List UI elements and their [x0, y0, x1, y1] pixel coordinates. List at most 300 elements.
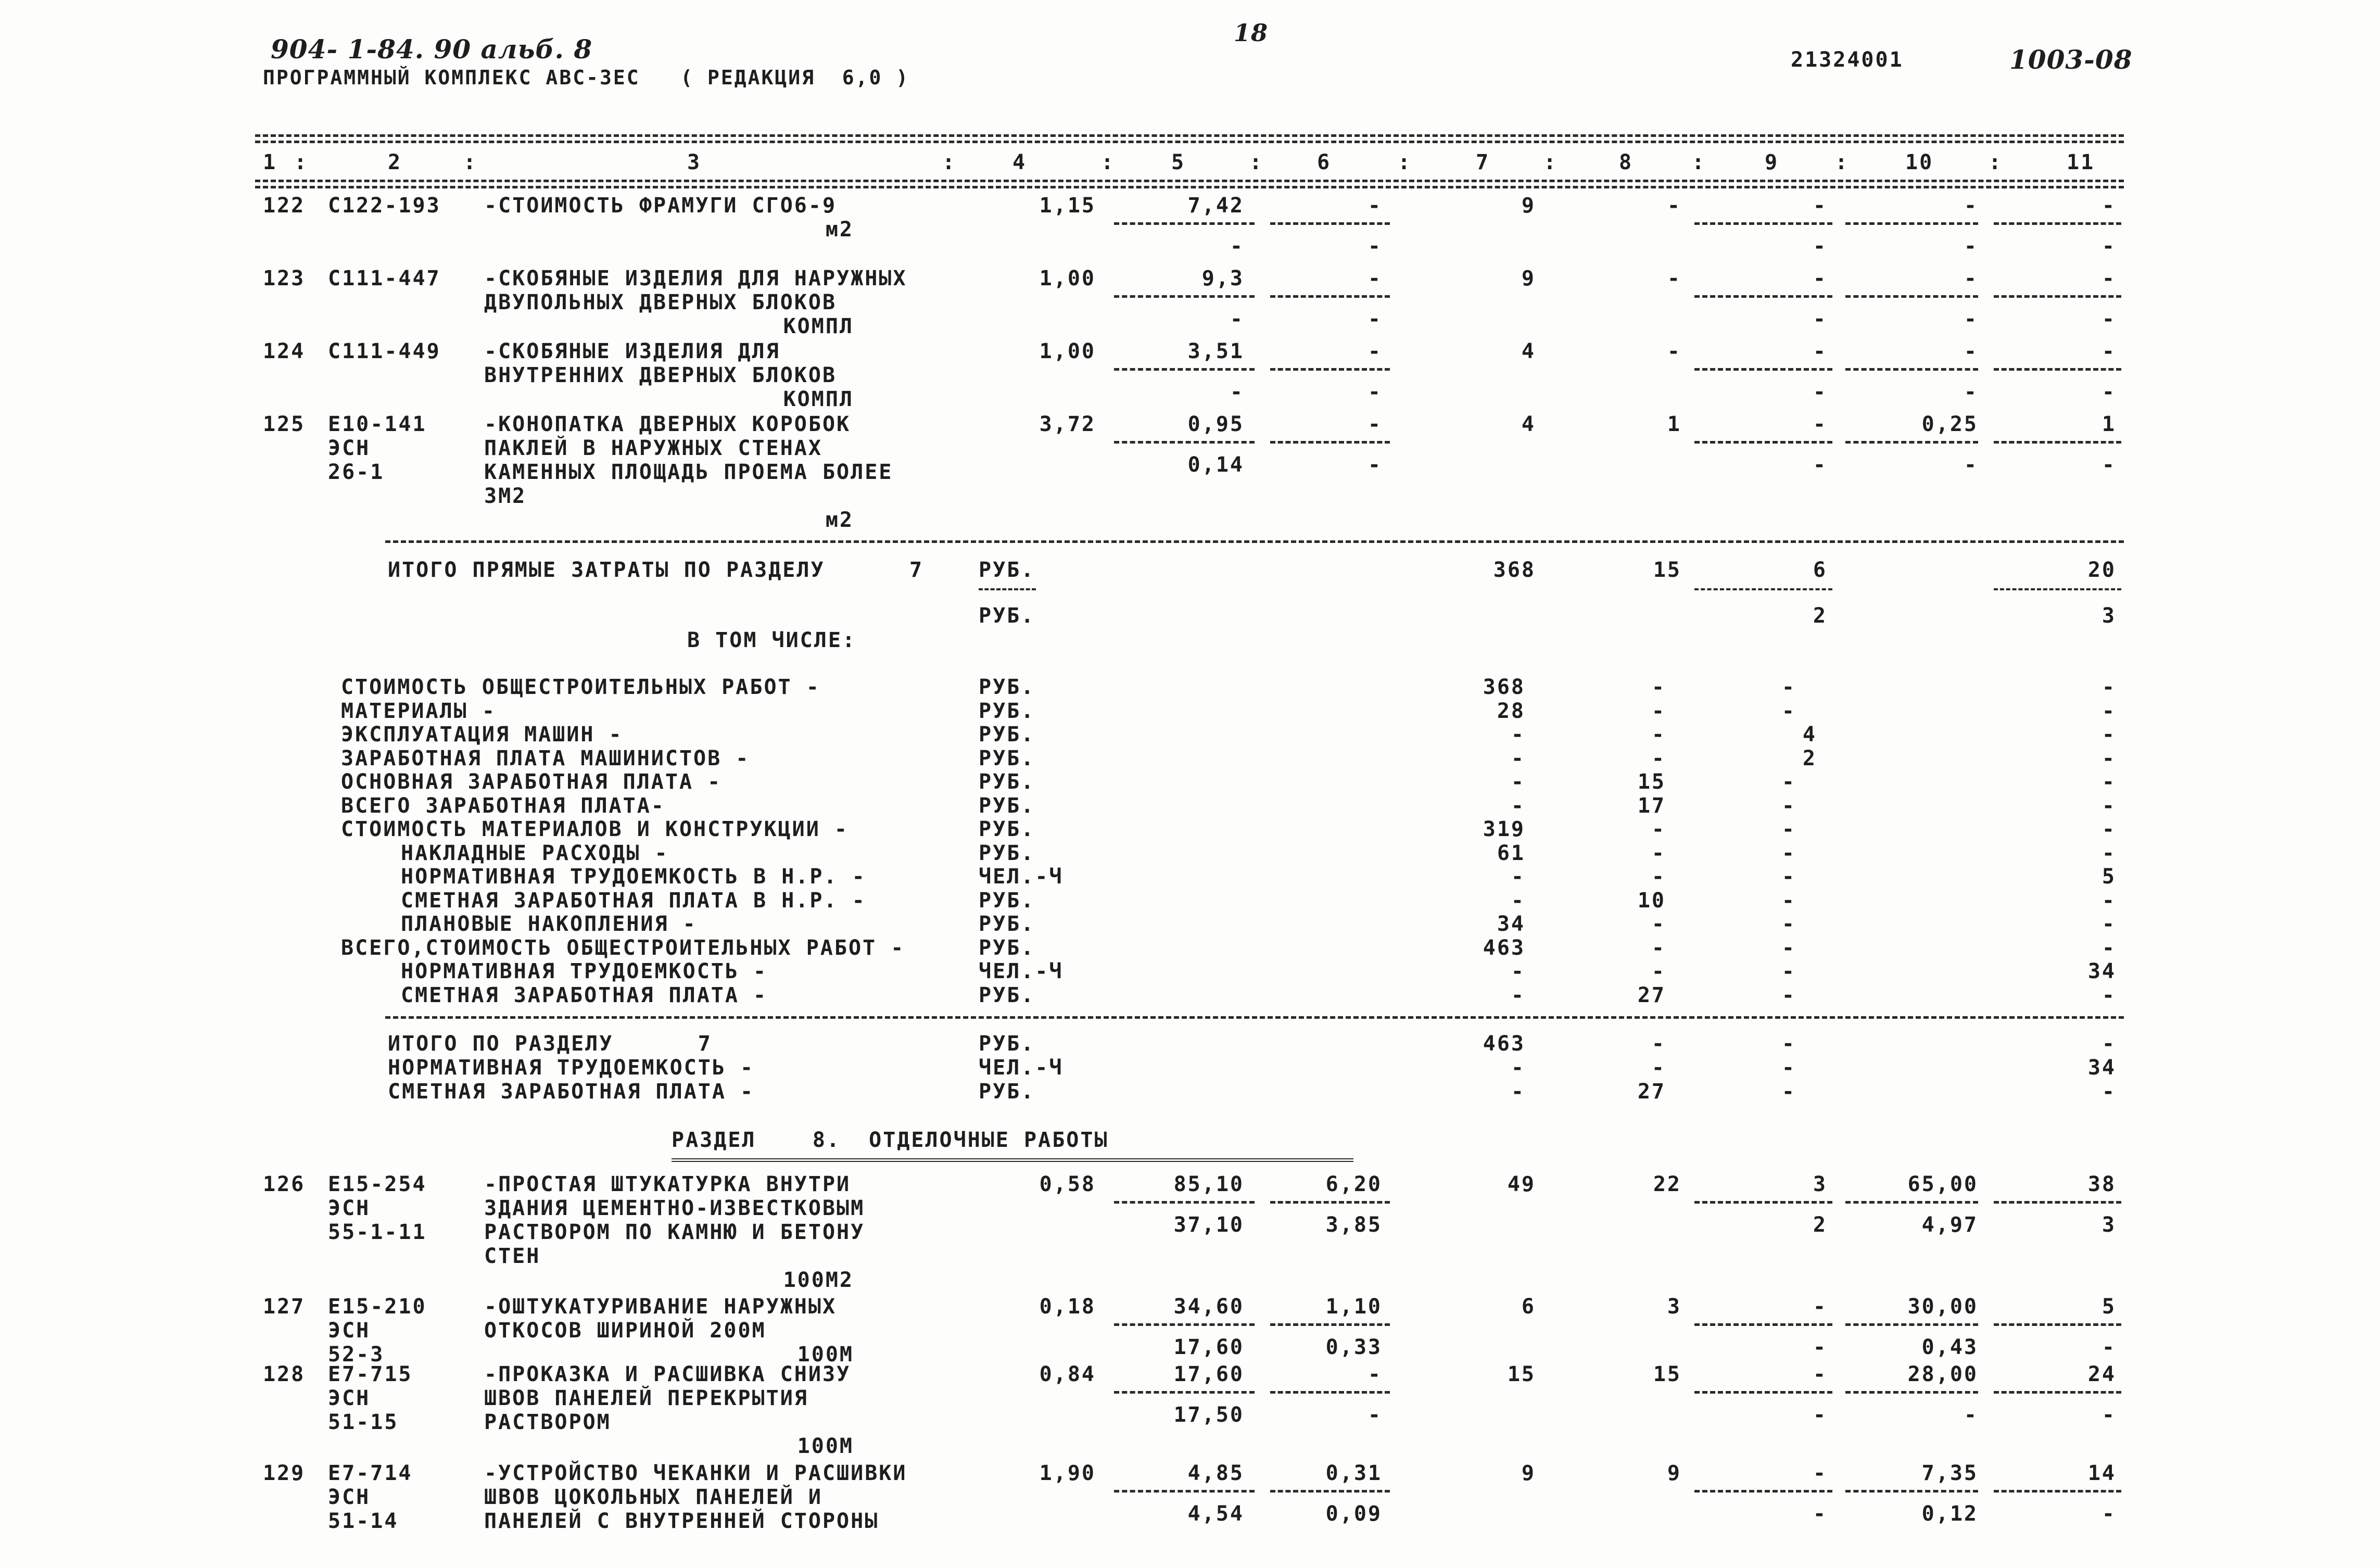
column-header-3: 3	[687, 150, 702, 174]
cell-divider	[1694, 1323, 1832, 1326]
row-unit: м2	[825, 508, 854, 532]
breakdown-col-8: -	[1651, 865, 1666, 889]
section-total-col-8: -	[1651, 1032, 1666, 1056]
cell-divider	[1270, 1490, 1390, 1493]
row-description: -СКОБЯНЫЕ ИЗДЕЛИЯ ДЛЯ	[484, 339, 780, 363]
breakdown-label: НОРМАТИВНАЯ ТРУДОЕМКОСТЬ -	[401, 959, 768, 983]
totals-col-11-lower: 3	[2102, 604, 2116, 628]
cell-col-7: 4	[1521, 412, 1536, 436]
breakdown-unit: РУБ.	[979, 746, 1035, 770]
cell-divider	[1114, 1201, 1255, 1204]
cell-col-9: -	[1813, 1461, 1827, 1485]
cell-col-10: 7,35	[1921, 1461, 1978, 1485]
cell-col-8: 9	[1667, 1461, 1681, 1485]
cell-col-11: -	[2102, 194, 2116, 218]
row-unit: 100М	[797, 1434, 854, 1458]
row-description: ПАКЛЕЙ В НАРУЖНЫХ СТЕНАХ	[484, 436, 822, 460]
breakdown-col-11: -	[2102, 983, 2116, 1007]
section-total-unit: ЧЕЛ.-Ч	[979, 1056, 1064, 1080]
row-code: ЭСН	[328, 1386, 371, 1410]
cell-col-6-lower: -	[1368, 1403, 1382, 1427]
totals-col-9-lower: 2	[1813, 604, 1827, 628]
breakdown-unit: ЧЕЛ.-Ч	[979, 959, 1064, 983]
breakdown-col-8: -	[1651, 935, 1666, 960]
row-code: 51-14	[328, 1509, 399, 1533]
section-total-col-11: -	[2102, 1080, 2116, 1104]
breakdown-col-11: -	[2102, 723, 2116, 747]
cell-divider	[1694, 222, 1832, 225]
row-code: Е15-210	[328, 1295, 427, 1319]
row-description: 3М2	[484, 484, 527, 508]
cell-col-10-lower: 0,12	[1921, 1502, 1978, 1526]
cell-divider	[1270, 295, 1390, 298]
row-number: 128	[263, 1362, 306, 1386]
row-description: -СТОИМОСТЬ ФРАМУГИ СГО6-9	[484, 194, 837, 218]
cell-col-7: 49	[1507, 1172, 1536, 1196]
cell-divider	[1994, 441, 2121, 444]
including-label: В ТОМ ЧИСЛЕ:	[687, 628, 856, 652]
cell-col-10: -	[1964, 194, 1978, 218]
row-description: СТЕН	[484, 1244, 541, 1268]
cell-col-8: 15	[1653, 1362, 1681, 1386]
cell-col-4: 0,84	[1039, 1362, 1096, 1386]
row-unit: КОМПЛ	[783, 387, 854, 411]
row-code: 55-1-11	[328, 1220, 427, 1244]
section-8-title: РАЗДЕЛ 8. ОТДЕЛОЧНЫЕ РАБОТЫ	[672, 1128, 1109, 1152]
section-total-unit: РУБ.	[979, 1032, 1035, 1056]
cell-col-11-lower: 3	[2102, 1213, 2116, 1237]
cell-col-5: 3,51	[1187, 339, 1244, 363]
breakdown-col-9: -	[1781, 793, 1796, 818]
row-description: -ОШТУКАТУРИВАНИЕ НАРУЖНЫХ	[484, 1295, 837, 1319]
breakdown-label: МАТЕРИАЛЫ -	[341, 699, 496, 723]
header-top-rule-2	[255, 141, 2124, 143]
cell-col-9-lower: -	[1813, 234, 1827, 258]
handwritten-album-code: 904- 1-84. 90 альб. 8	[271, 34, 593, 65]
row-number: 123	[263, 267, 306, 290]
breakdown-unit: РУБ.	[979, 770, 1035, 794]
breakdown-unit: ЧЕЛ.-Ч	[979, 865, 1064, 889]
cell-col-5-lower: -	[1230, 307, 1244, 331]
column-header-separator: :	[1398, 150, 1412, 174]
cell-col-5: 85,10	[1173, 1172, 1244, 1196]
breakdown-label: СТОИМОСТЬ МАТЕРИАЛОВ И КОНСТРУКЦИИ -	[341, 817, 849, 841]
breakdown-label: НОРМАТИВНАЯ ТРУДОЕМКОСТЬ В Н.Р. -	[401, 865, 866, 889]
cell-divider	[1845, 368, 1978, 371]
totals-label: ИТОГО ПРЯМЫЕ ЗАТРАТЫ ПО РАЗДЕЛУ 7	[388, 558, 924, 582]
section-total-col-8: -	[1651, 1056, 1666, 1080]
breakdown-col-8: -	[1651, 746, 1666, 770]
cell-col-10: 28,00	[1907, 1362, 1978, 1386]
cell-col-9: -	[1813, 1295, 1827, 1319]
breakdown-col-7: 319	[1483, 817, 1525, 841]
breakdown-col-9: -	[1781, 675, 1796, 699]
cell-divider	[1994, 222, 2121, 225]
cell-divider	[1994, 1323, 2121, 1326]
row-description: -КОНОПАТКА ДВЕРНЫХ КОРОБОК	[484, 412, 851, 436]
cell-divider	[1694, 368, 1832, 371]
cell-col-11-lower: -	[2102, 1335, 2116, 1359]
row-description: ЗДАНИЯ ЦЕМЕНТНО-ИЗВЕСТКОВЫМ	[484, 1196, 865, 1220]
cell-col-5: 7,42	[1187, 194, 1244, 218]
breakdown-col-8: 27	[1637, 983, 1666, 1007]
cell-divider	[1270, 1201, 1390, 1204]
section-total-label: СМЕТНАЯ ЗАРАБОТНАЯ ПЛАТА -	[388, 1080, 755, 1104]
row-number: 125	[263, 412, 306, 436]
row-code: С111-449	[328, 339, 441, 363]
column-header-separator: :	[294, 150, 309, 174]
breakdown-col-11: -	[2102, 675, 2116, 699]
cell-divider	[1694, 1201, 1832, 1204]
breakdown-unit: РУБ.	[979, 793, 1035, 818]
cell-col-4: 0,18	[1039, 1295, 1096, 1319]
header-bottom-rule	[255, 180, 2124, 182]
cell-col-6: -	[1368, 412, 1382, 436]
cell-col-10: -	[1964, 267, 1978, 290]
cell-divider	[1694, 588, 1832, 590]
row-code: Е15-254	[328, 1172, 427, 1196]
cell-col-6: -	[1368, 339, 1382, 363]
cell-col-6-lower: -	[1368, 453, 1382, 477]
row-code: С111-447	[328, 267, 441, 290]
cell-col-7: 15	[1507, 1362, 1536, 1386]
section-total-col-9: -	[1781, 1080, 1796, 1104]
cell-col-9: 3	[1813, 1172, 1827, 1196]
cell-col-10: 0,25	[1921, 412, 1978, 436]
cell-col-5: 0,95	[1187, 412, 1244, 436]
section-total-label: НОРМАТИВНАЯ ТРУДОЕМКОСТЬ -	[388, 1056, 755, 1080]
breakdown-label: ОСНОВНАЯ ЗАРАБОТНАЯ ПЛАТА -	[341, 770, 722, 794]
breakdown-label: ВСЕГО ЗАРАБОТНАЯ ПЛАТА-	[341, 793, 665, 818]
document-number: 21324001	[1791, 48, 1904, 72]
row-code: Е7-715	[328, 1362, 413, 1386]
row-code: Е7-714	[328, 1461, 413, 1485]
cell-divider	[1845, 1391, 1978, 1394]
breakdown-col-7: 61	[1497, 841, 1525, 865]
section-totals-rule	[385, 1016, 2124, 1019]
breakdown-col-7: -	[1511, 770, 1525, 794]
cell-divider	[1114, 368, 1255, 371]
cell-col-10-lower: -	[1964, 453, 1978, 477]
cell-col-10-lower: -	[1964, 1403, 1978, 1427]
breakdown-col-9: -	[1781, 912, 1796, 936]
cell-col-11-lower: -	[2102, 380, 2116, 404]
breakdown-col-9: -	[1781, 841, 1796, 865]
cell-col-4: 0,58	[1039, 1172, 1096, 1196]
totals-col-7: 368	[1493, 558, 1536, 582]
cell-col-5-lower: -	[1230, 380, 1244, 404]
cell-col-11-lower: -	[2102, 307, 2116, 331]
section-8-underline	[672, 1158, 1353, 1162]
cell-divider	[1994, 588, 2121, 590]
section-total-col-11: -	[2102, 1032, 2116, 1056]
cell-col-7: 9	[1521, 194, 1536, 218]
breakdown-col-9: -	[1781, 935, 1796, 960]
breakdown-col-11: 34	[2087, 959, 2116, 983]
totals-unit: РУБ.	[979, 558, 1035, 582]
section-total-col-7: -	[1511, 1080, 1525, 1104]
cell-col-6: 1,10	[1325, 1295, 1382, 1319]
cell-divider	[1694, 441, 1832, 444]
cell-col-6: -	[1368, 267, 1382, 290]
breakdown-col-7: 368	[1483, 675, 1525, 699]
breakdown-col-8: 15	[1637, 770, 1666, 794]
cell-col-4: 1,15	[1039, 194, 1096, 218]
breakdown-unit: РУБ.	[979, 817, 1035, 841]
row-description: ШВОВ ПАНЕЛЕЙ ПЕРЕКРЫТИЯ	[484, 1386, 808, 1410]
row-number: 124	[263, 339, 306, 363]
breakdown-col-11: -	[2102, 793, 2116, 818]
cell-col-8: 1	[1667, 412, 1681, 436]
cell-col-11: -	[2102, 339, 2116, 363]
cell-col-8: -	[1667, 339, 1681, 363]
cell-divider	[1845, 1323, 1978, 1326]
cell-col-9-lower: -	[1813, 307, 1827, 331]
cell-col-5-lower: 17,60	[1173, 1335, 1244, 1359]
breakdown-col-7: -	[1511, 959, 1525, 983]
breakdown-col-9: -	[1781, 983, 1796, 1007]
cell-col-6-lower: 0,33	[1325, 1335, 1382, 1359]
cell-col-10-lower: 0,43	[1921, 1335, 1978, 1359]
column-header-6: 6	[1317, 150, 1332, 174]
cell-col-8: 3	[1667, 1295, 1681, 1319]
row-description: ДВУПОЛЬНЫХ ДВЕРНЫХ БЛОКОВ	[484, 290, 837, 314]
totals-col-11: 20	[2087, 558, 2116, 582]
cell-col-10-lower: -	[1964, 234, 1978, 258]
row-number: 126	[263, 1172, 306, 1196]
cell-col-10-lower: -	[1964, 380, 1978, 404]
row-code: ЭСН	[328, 436, 371, 460]
column-header-separator: :	[1835, 150, 1850, 174]
row-code: 26-1	[328, 460, 385, 484]
cell-col-4: 1,00	[1039, 339, 1096, 363]
column-header-11: 11	[2067, 150, 2095, 174]
cell-divider	[1994, 295, 2121, 298]
cell-col-5-lower: 17,50	[1173, 1403, 1244, 1427]
column-header-separator: :	[463, 150, 478, 174]
row-code: Е10-141	[328, 412, 427, 436]
row-description: ПАНЕЛЕЙ С ВНУТРЕННЕЙ СТОРОНЫ	[484, 1509, 879, 1533]
section-total-col-8: 27	[1637, 1080, 1666, 1104]
breakdown-col-11: -	[2102, 888, 2116, 913]
breakdown-label: ЗАРАБОТНАЯ ПЛАТА МАШИНИСТОВ -	[341, 746, 750, 770]
cell-col-11-lower: -	[2102, 453, 2116, 477]
row-code: ЭСН	[328, 1196, 371, 1220]
breakdown-col-11: -	[2102, 817, 2116, 841]
row-code: 52-3	[328, 1343, 385, 1367]
cell-divider	[1694, 295, 1832, 298]
cell-divider	[1114, 295, 1255, 298]
row-number: 127	[263, 1295, 306, 1319]
section-total-col-7: 463	[1483, 1032, 1525, 1056]
row-number: 129	[263, 1461, 306, 1485]
column-header-separator: :	[1692, 150, 1706, 174]
cell-col-5: 9,3	[1201, 267, 1244, 290]
cell-col-6: -	[1368, 1362, 1382, 1386]
cell-col-7: 9	[1521, 267, 1536, 290]
cell-col-5-lower: 4,54	[1187, 1502, 1244, 1526]
cell-col-9: -	[1813, 194, 1827, 218]
cell-col-7: 6	[1521, 1295, 1536, 1319]
breakdown-col-9: 4	[1802, 723, 1817, 747]
breakdown-unit: РУБ.	[979, 675, 1035, 699]
cell-divider	[1270, 441, 1390, 444]
cell-col-5: 34,60	[1173, 1295, 1244, 1319]
cell-col-6-lower: 3,85	[1325, 1213, 1382, 1237]
row-description: -УСТРОЙСТВО ЧЕКАНКИ И РАСШИВКИ	[484, 1461, 907, 1485]
breakdown-unit: РУБ.	[979, 912, 1035, 936]
cell-col-7: 9	[1521, 1461, 1536, 1485]
row-number: 122	[263, 194, 306, 218]
cell-col-8: -	[1667, 194, 1681, 218]
cell-col-6-lower: 0,09	[1325, 1502, 1382, 1526]
breakdown-col-11: -	[2102, 912, 2116, 936]
breakdown-col-7: -	[1511, 888, 1525, 913]
breakdown-col-8: -	[1651, 675, 1666, 699]
breakdown-col-11: -	[2102, 770, 2116, 794]
row-description: ШВОВ ЦОКОЛЬНЫХ ПАНЕЛЕЙ И	[484, 1485, 822, 1509]
cell-divider	[1114, 1323, 1255, 1326]
breakdown-col-7: -	[1511, 865, 1525, 889]
cell-divider	[1994, 1201, 2121, 1204]
cell-col-11-lower: -	[2102, 1502, 2116, 1526]
breakdown-col-9: -	[1781, 888, 1796, 913]
column-header-separator: :	[1249, 150, 1264, 174]
breakdown-label: ПЛАНОВЫЕ НАКОПЛЕНИЯ -	[401, 912, 697, 936]
breakdown-label: СМЕТНАЯ ЗАРАБОТНАЯ ПЛАТА -	[401, 983, 768, 1007]
column-header-separator: :	[1543, 150, 1558, 174]
breakdown-col-9: -	[1781, 865, 1796, 889]
breakdown-col-7: 34	[1497, 912, 1525, 936]
breakdown-col-11: -	[2102, 935, 2116, 960]
cell-col-6: 6,20	[1325, 1172, 1382, 1196]
row-code: ЭСН	[328, 1319, 371, 1343]
cell-col-11: 1	[2102, 412, 2116, 436]
cell-col-9-lower: 2	[1813, 1213, 1827, 1237]
cell-col-11: 24	[2087, 1362, 2116, 1386]
cell-divider	[1845, 222, 1978, 225]
column-header-4: 4	[1012, 150, 1027, 174]
cell-col-10-lower: 4,97	[1921, 1213, 1978, 1237]
row-unit: м2	[825, 218, 854, 242]
row-description: ВНУТРЕННИХ ДВЕРНЫХ БЛОКОВ	[484, 363, 837, 387]
cell-col-6: 0,31	[1325, 1461, 1382, 1485]
cell-divider	[1114, 222, 1255, 225]
cell-col-9: -	[1813, 1362, 1827, 1386]
breakdown-label: ЭКСПЛУАТАЦИЯ МАШИН -	[341, 723, 623, 747]
row-description: -СКОБЯНЫЕ ИЗДЕЛИЯ ДЛЯ НАРУЖНЫХ	[484, 267, 907, 290]
column-header-8: 8	[1619, 150, 1634, 174]
cell-col-9-lower: -	[1813, 1335, 1827, 1359]
cell-divider	[1694, 1490, 1832, 1493]
section-total-col-9: -	[1781, 1032, 1796, 1056]
cell-divider	[1270, 368, 1390, 371]
cell-col-7: 4	[1521, 339, 1536, 363]
cell-col-6-lower: -	[1368, 234, 1382, 258]
cell-col-6-lower: -	[1368, 380, 1382, 404]
row-description: РАСТВОРОМ	[484, 1410, 611, 1434]
section-total-col-11: 34	[2087, 1056, 2116, 1080]
totals-rule	[385, 540, 2124, 543]
header-top-rule	[255, 134, 2124, 137]
column-header-separator: :	[1989, 150, 2003, 174]
section-total-col-9: -	[1781, 1056, 1796, 1080]
row-description: РАСТВОРОМ ПО КАМНЮ И БЕТОНУ	[484, 1220, 865, 1244]
header-bottom-rule-2	[255, 186, 2124, 188]
breakdown-col-8: 10	[1637, 888, 1666, 913]
row-unit: 100М	[797, 1343, 854, 1367]
section-total-col-7: -	[1511, 1056, 1525, 1080]
cell-divider	[1994, 1490, 2121, 1493]
column-header-separator: :	[942, 150, 957, 174]
breakdown-col-9: -	[1781, 770, 1796, 794]
cell-divider	[1270, 222, 1390, 225]
breakdown-label: СМЕТНАЯ ЗАРАБОТНАЯ ПЛАТА В Н.Р. -	[401, 888, 866, 913]
cell-divider	[1845, 1201, 1978, 1204]
column-header-1: 1	[263, 150, 277, 174]
breakdown-col-8: -	[1651, 699, 1666, 723]
breakdown-col-7: 463	[1483, 935, 1525, 960]
cell-col-9: -	[1813, 412, 1827, 436]
breakdown-col-8: -	[1651, 723, 1666, 747]
cell-col-11: 38	[2087, 1172, 2116, 1196]
breakdown-col-8: -	[1651, 817, 1666, 841]
row-unit: КОМПЛ	[783, 314, 854, 338]
breakdown-unit: РУБ.	[979, 723, 1035, 747]
cell-col-5-lower: 37,10	[1173, 1213, 1244, 1237]
cell-col-5: 17,60	[1173, 1362, 1244, 1386]
row-code: С122-193	[328, 194, 441, 218]
row-code: ЭСН	[328, 1485, 371, 1509]
cell-divider	[1114, 1391, 1255, 1394]
cell-col-6-lower: -	[1368, 307, 1382, 331]
breakdown-label: ВСЕГО,СТОИМОСТЬ ОБЩЕСТРОИТЕЛЬНЫХ РАБОТ -	[341, 935, 905, 960]
breakdown-unit: РУБ.	[979, 983, 1035, 1007]
cell-col-6: -	[1368, 194, 1382, 218]
cell-col-9-lower: -	[1813, 1502, 1827, 1526]
breakdown-col-11: -	[2102, 841, 2116, 865]
column-header-5: 5	[1171, 150, 1186, 174]
unit-divider	[979, 588, 1036, 590]
breakdown-col-7: -	[1511, 793, 1525, 818]
breakdown-col-8: -	[1651, 841, 1666, 865]
column-header-9: 9	[1765, 150, 1779, 174]
breakdown-col-9: -	[1781, 817, 1796, 841]
cell-col-9: -	[1813, 339, 1827, 363]
breakdown-unit: РУБ.	[979, 935, 1035, 960]
column-header-10: 10	[1905, 150, 1934, 174]
breakdown-unit: РУБ.	[979, 699, 1035, 723]
cell-divider	[1270, 1391, 1390, 1394]
breakdown-col-9: -	[1781, 959, 1796, 983]
cell-divider	[1114, 1490, 1255, 1493]
row-unit: 100М2	[783, 1268, 854, 1292]
cell-col-5: 4,85	[1187, 1461, 1244, 1485]
row-description: -ПРОКАЗКА И РАСШИВКА СНИЗУ	[484, 1362, 851, 1386]
program-title: ПРОГРАММНЫЙ КОМПЛЕКС АВС-3ЕС ( РЕДАКЦИЯ 6,0 )	[263, 66, 910, 89]
cell-divider	[1994, 1391, 2121, 1394]
breakdown-col-11: -	[2102, 699, 2116, 723]
cell-col-9-lower: -	[1813, 1403, 1827, 1427]
column-header-2: 2	[388, 150, 402, 174]
cell-col-11: 14	[2087, 1461, 2116, 1485]
cell-divider	[1270, 1323, 1390, 1326]
totals-unit-2: РУБ.	[979, 604, 1035, 628]
cell-divider	[1114, 441, 1255, 444]
cell-col-5-lower: -	[1230, 234, 1244, 258]
row-code: 51-15	[328, 1410, 399, 1434]
cell-divider	[1694, 1391, 1832, 1394]
